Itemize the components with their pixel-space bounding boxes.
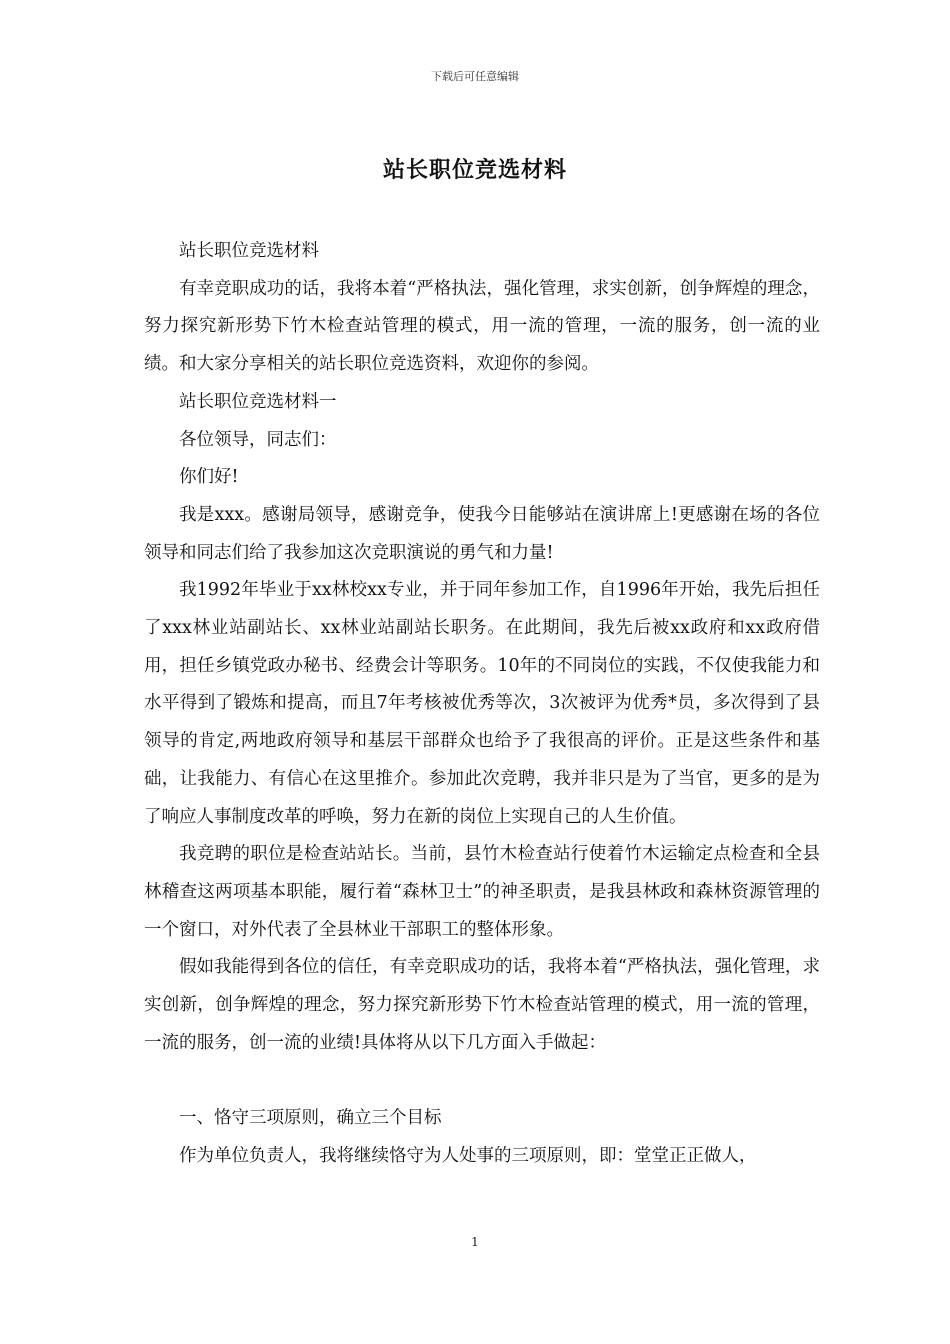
paragraph: 假如我能得到各位的信任，有幸竞职成功的话，我将本着“严格执法，强化管理，求实创新，创争辉煌的理念，努力探究新形势下竹木检查站管理的模式，用一流的管理，一流的服务，创一流的业绩!具体将从以下几方面入手做起： [144, 957, 820, 1053]
paragraph: 我是xxx。感谢局领导，感谢竞争，使我今日能够站在演讲席上!更感谢在场的各位领导和同志们给了我参加这次竞职演说的勇气和力量! [144, 504, 820, 563]
header-note: 下载后可任意编辑 [431, 70, 519, 83]
paragraph-spacer [144, 1062, 820, 1100]
paragraph: 站长职位竞选材料一 [179, 391, 337, 412]
paragraph: 站长职位竞选材料 [179, 241, 319, 261]
page-number: 1 [471, 1235, 479, 1249]
document-body [144, 233, 820, 1176]
paragraph: 作为单位负责人，我将继续恪守为人处事的三项原则，即：堂堂正正做人， [179, 1146, 757, 1167]
paragraph: 我竞聘的职位是检查站站长。当前，县竹木检查站行使着竹木运输定点检查和全县林稽查这两项基本职能，履行着“森林卫士”的神圣职责，是我县林政和森林资源管理的一个窗口，对外代表了全县林业干部职工的整体形象。 [144, 844, 820, 940]
paragraph: 各位领导，同志们： [179, 429, 337, 450]
paragraph: 我1992年毕业于xx林校xx专业，并于同年参加工作，自1996年开始，我先后担任了xxx林业站副站长、xx林业站副站长职务。在此期间，我先后被xx政府和xx政府借用，担任乡镇党政办秘书、经费会计等职务。10年的不同岗位的实践，不仅使我能力和水平得到了锻炼和提高，而且7年考核被优秀等次，3次被评为优秀*员，多次得到了县领导的肯定,两地政府领导和基层干部群众也给予了我很高的评价。正是这些条件和基础，让我能力、有信心在这里推介。参加此次竞聘，我并非只是为了当官，更多的是为了响应人事制度改革的呼唤，努力在新的岗位上实现自己的人生价值。 [144, 580, 820, 827]
document-title: 站长职位竞选材料 [382, 157, 567, 183]
paragraph: 有幸竞职成功的话，我将本着“严格执法，强化管理，求实创新，创争辉煌的理念，努力探究新形势下竹木检查站管理的模式，用一流的管理，一流的服务，创一流的业绩。和大家分享相关的站长职位竞选资料，欢迎你的参阅。 [144, 278, 820, 375]
paragraph: 你们好! [179, 467, 239, 488]
section-heading: 一、恪守三项原则，确立三个目标 [179, 1108, 442, 1129]
